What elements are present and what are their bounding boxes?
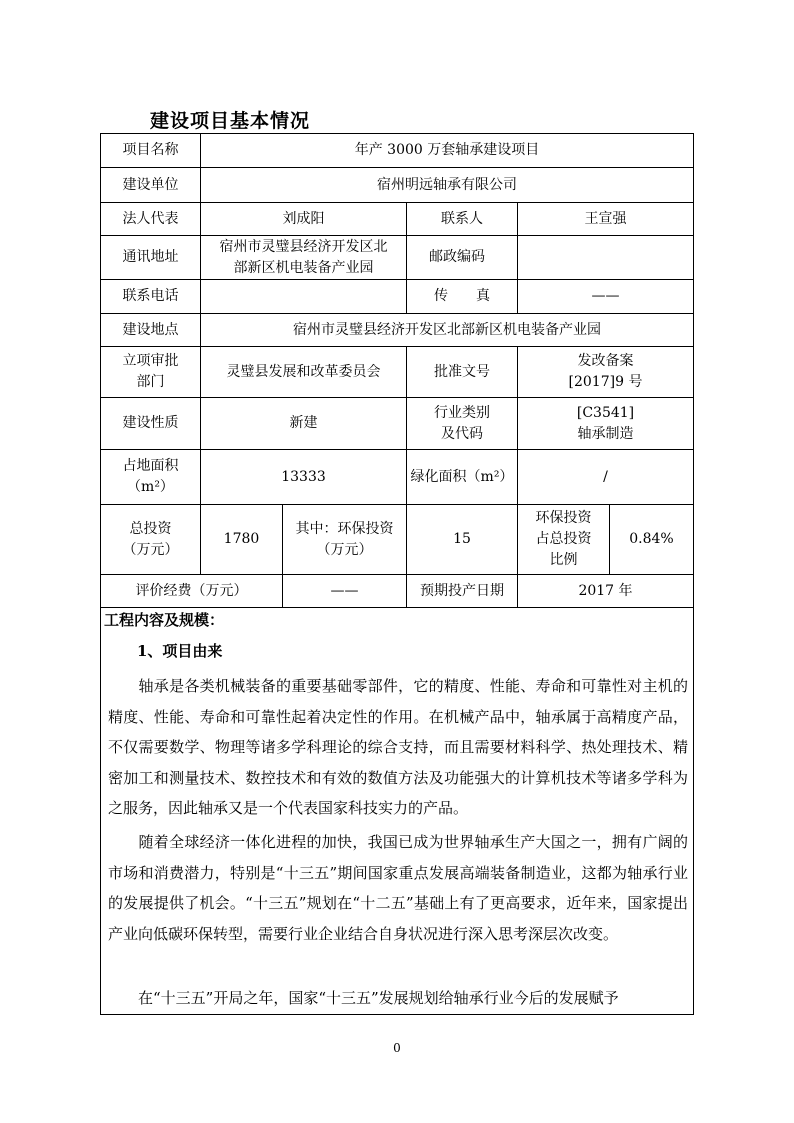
- industry-name: 轴承制造: [577, 425, 634, 442]
- unit-value: 宿州明远轴承有限公司: [201, 168, 693, 203]
- industry-value: [518, 398, 693, 450]
- invest-label-line-1: 总投资: [129, 520, 172, 537]
- invest-value: 1780: [201, 505, 283, 575]
- industry-code: [C3541]: [576, 404, 635, 421]
- project-name-value: 年产 3000 万套轴承建设项目: [201, 134, 693, 168]
- env-invest-label-line-1: 其中：环保投资: [295, 520, 394, 537]
- env-ratio-label-line-1: 环保投资: [535, 510, 592, 526]
- phone-label: 联系电话: [101, 280, 201, 314]
- project-name-label: 项目名称: [101, 134, 201, 168]
- approval-dept-label: [101, 347, 201, 398]
- section-title: 工程内容及规模：: [104, 611, 225, 629]
- approval-dept-label-line-2: 部门: [136, 374, 165, 390]
- paragraph-3: 在“十三五”开局之年，国家“十三五”发展规划给轴承行业今后的发展赋予: [108, 989, 619, 1007]
- approval-no-line-2: [2017]9 号: [568, 374, 643, 390]
- industry-label-line-1: 行业类别: [434, 404, 490, 421]
- nature-value: 新建: [201, 398, 407, 450]
- invest-label: [101, 505, 201, 575]
- paragraph-2: 随着全球经济一体化进程的加快，我国已成为世界轴承生产大国之一，拥有广阔的市场和消费潜力，特别是“十三五”期间国家重点发展高端装备制造业，这都为轴承行业的发展提供了机会。“十三五”规划在“十二五”基础上有了更高要求，近年来，国家提出产业向低碳环保转型，需要行业企业结合自身状况进行深入思考深层次改变。: [108, 833, 688, 943]
- date-label: 预期投产日期: [407, 575, 518, 608]
- approval-dept-label-line-1: 立项审批: [122, 353, 179, 369]
- address-value: [201, 236, 407, 280]
- nature-label: 建设性质: [101, 398, 201, 450]
- approval-no-line-1: 发改备案: [577, 353, 634, 369]
- env-ratio-label-line-3: 比例: [549, 552, 578, 568]
- contact-label: 联系人: [407, 203, 518, 236]
- approval-no-label: 批准文号: [407, 347, 518, 398]
- subsection-title: 1、项目由来: [137, 642, 223, 660]
- date-value: 2017 年: [518, 575, 693, 608]
- env-ratio-label: [518, 505, 610, 575]
- postcode-label: 邮政编码: [407, 236, 518, 280]
- address-line-1: 宿州市灵璧县经济开发区北: [219, 238, 388, 255]
- env-invest-label: [283, 505, 407, 575]
- approval-dept-value: 灵璧县发展和改革委员会: [201, 347, 407, 398]
- postcode-value: [518, 236, 693, 280]
- legal-rep-value: 刘成阳: [201, 203, 407, 236]
- env-invest-value: 15: [407, 505, 518, 575]
- address-line-2: 部新区机电装备产业园: [233, 259, 374, 276]
- site-value: 宿州市灵璧县经济开发区北部新区机电装备产业园: [201, 314, 693, 347]
- green-value: /: [518, 450, 693, 505]
- paragraph-1: 轴承是各类机械装备的重要基础零部件，它的精度、性能、寿命和可靠性对主机的精度、性能、寿命和可靠性起着决定性的作用。在机械产品中，轴承属于高精度产品，不仅需要数学、物理等诸多学科理论的综合支持，而且需要材料科学、热处理技术、精密加工和测量技术、数控技术和有效的数值方法及功能强大的计算机技术等诸多学科为之服务，因此轴承又是一个代表国家科技实力的产品。: [108, 677, 688, 817]
- industry-label: [407, 398, 518, 450]
- fax-value: ——: [518, 280, 693, 314]
- phone-value: [201, 280, 407, 314]
- contact-value: 王宣强: [518, 203, 693, 236]
- industry-label-line-2: 及代码: [441, 425, 483, 442]
- invest-label-line-2: （万元）: [122, 541, 179, 558]
- area-label: [101, 450, 201, 505]
- approval-no-value: [518, 347, 693, 398]
- green-label: 绿化面积（m²）: [407, 450, 518, 505]
- legal-rep-label: 法人代表: [101, 203, 201, 236]
- env-ratio-value: 0.84%: [610, 505, 693, 575]
- area-value: 13333: [201, 450, 407, 505]
- area-label-line-1: 占地面积: [122, 458, 179, 474]
- area-label-line-2: （m²）: [127, 479, 174, 495]
- env-invest-label-line-2: （万元）: [316, 541, 373, 558]
- site-label: 建设地点: [101, 314, 201, 347]
- fee-value: ——: [283, 575, 407, 608]
- unit-label: 建设单位: [101, 168, 201, 203]
- env-ratio-label-line-2: 占总投资: [535, 531, 592, 547]
- fax-label: 传 真: [407, 280, 518, 314]
- fee-label: 评价经费（万元）: [101, 575, 283, 608]
- page-title: 建设项目基本情况: [150, 110, 311, 132]
- page-number: 0: [393, 1041, 401, 1055]
- address-label: 通讯地址: [101, 236, 201, 280]
